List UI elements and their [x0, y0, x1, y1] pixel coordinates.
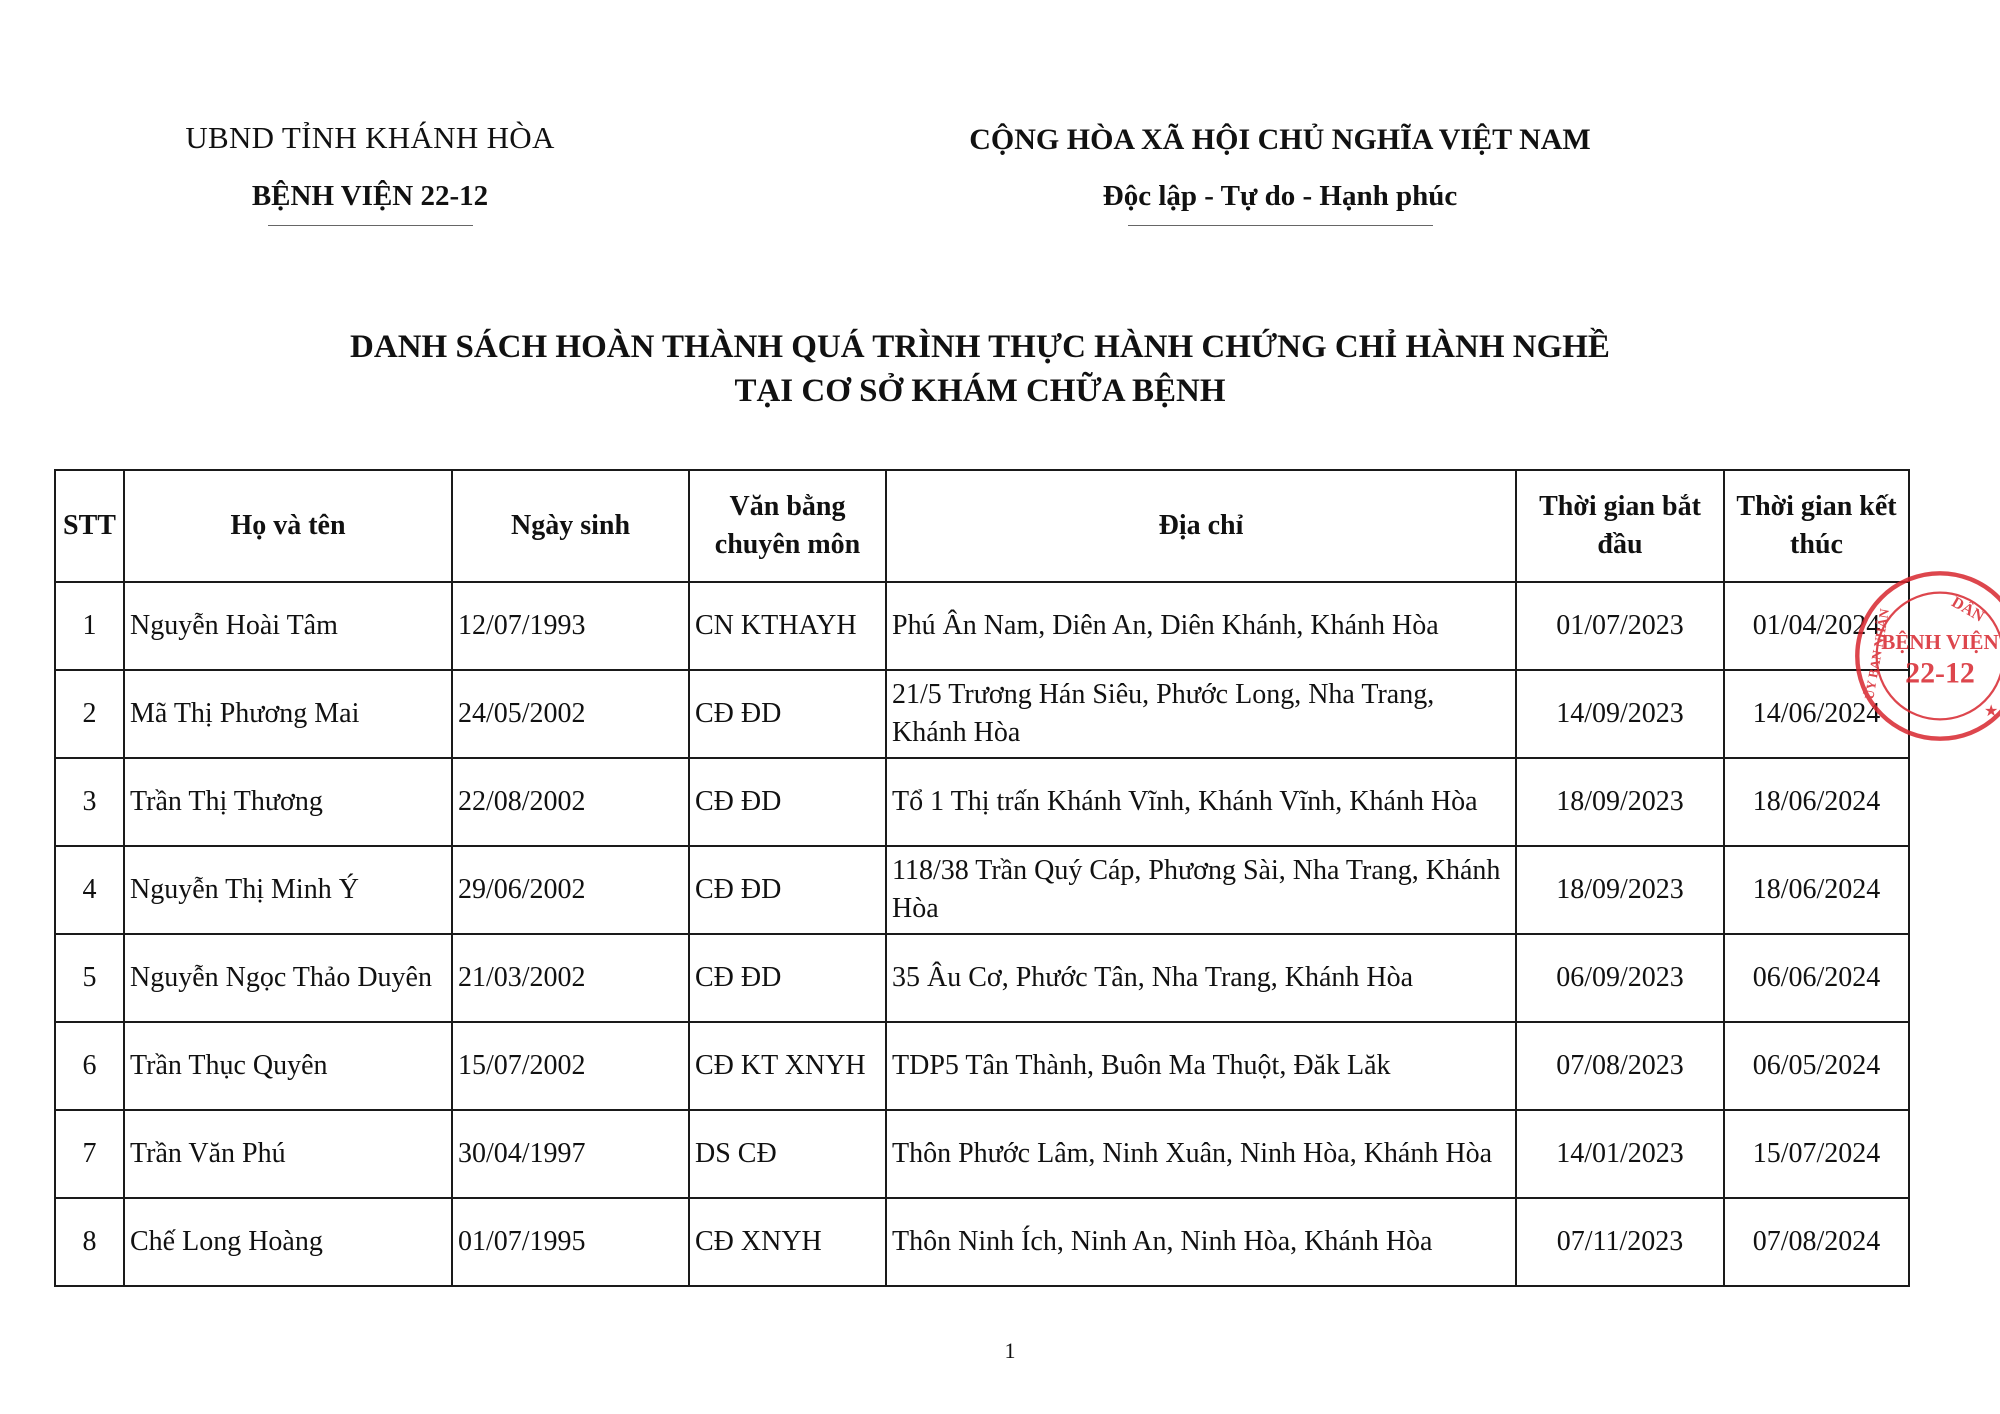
cell-name: Nguyễn Hoài Tâm — [124, 582, 452, 670]
cell-stt: 3 — [55, 758, 124, 846]
cell-name: Chế Long Hoàng — [124, 1198, 452, 1286]
cell-stt: 1 — [55, 582, 124, 670]
cell-address: Tổ 1 Thị trấn Khánh Vĩnh, Khánh Vĩnh, Khánh Hòa — [886, 758, 1516, 846]
seal-star-icon: ★ — [1984, 702, 1999, 720]
column-header-degree: Văn bằng chuyên môn — [689, 470, 886, 582]
cell-degree: CN KTHAYH — [689, 582, 886, 670]
cell-end: 06/05/2024 — [1724, 1022, 1909, 1110]
cell-stt: 2 — [55, 670, 124, 758]
cell-degree: CĐ ĐD — [689, 670, 886, 758]
seal-side-text: ỦY BAN NHÂN — [1861, 607, 1893, 701]
cell-stt: 5 — [55, 934, 124, 1022]
column-header-start: Thời gian bắt đầu — [1516, 470, 1724, 582]
cell-start: 14/01/2023 — [1516, 1110, 1724, 1198]
table-header-row — [55, 470, 1909, 582]
cell-address: Thôn Ninh Ích, Ninh An, Ninh Hòa, Khánh Hòa — [886, 1198, 1516, 1286]
table-row — [55, 1198, 1909, 1286]
agency-underline — [268, 225, 473, 226]
cell-start: 18/09/2023 — [1516, 846, 1724, 934]
cell-name: Nguyễn Ngọc Thảo Duyên — [124, 934, 452, 1022]
cell-end: 06/06/2024 — [1724, 934, 1909, 1022]
cell-start: 07/11/2023 — [1516, 1198, 1724, 1286]
cell-address: 21/5 Trương Hán Siêu, Phước Long, Nha Trang, Khánh Hòa — [886, 670, 1516, 758]
cell-name: Mã Thị Phương Mai — [124, 670, 452, 758]
motto-underline — [1128, 225, 1433, 226]
cell-dob: 21/03/2002 — [452, 934, 689, 1022]
document-title — [150, 325, 1810, 413]
column-header-address: Địa chỉ — [886, 470, 1516, 582]
cell-end: 14/06/2024 — [1724, 670, 1909, 758]
cell-dob: 24/05/2002 — [452, 670, 689, 758]
cell-dob: 29/06/2002 — [452, 846, 689, 934]
document-title-line-2: TẠI CƠ SỞ KHÁM CHỮA BỆNH — [734, 373, 1226, 409]
cell-dob: 15/07/2002 — [452, 1022, 689, 1110]
national-motto: Độc lập - Tự do - Hạnh phúc — [1102, 180, 1458, 212]
cell-dob: 22/08/2002 — [452, 758, 689, 846]
seal-center-line-2: 22-12 — [1905, 656, 1975, 690]
cell-name: Trần Thục Quyên — [124, 1022, 452, 1110]
agency-name: UBND TỈNH KHÁNH HÒA — [185, 120, 555, 155]
cell-end: 18/06/2024 — [1724, 758, 1909, 846]
table-row — [55, 670, 1909, 758]
cell-degree: DS CĐ — [689, 1110, 886, 1198]
column-header-stt: STT — [55, 470, 124, 582]
national-heading-block — [930, 120, 1630, 226]
seal-center-line-1: BỆNH VIỆN — [1881, 629, 1999, 654]
cell-degree: CĐ XNYH — [689, 1198, 886, 1286]
table-row — [55, 1022, 1909, 1110]
cell-address: 118/38 Trần Quý Cáp, Phương Sài, Nha Trang, Khánh Hòa — [886, 846, 1516, 934]
cell-stt: 6 — [55, 1022, 124, 1110]
table-row — [55, 758, 1909, 846]
column-header-end: Thời gian kết thúc — [1724, 470, 1909, 582]
cell-name: Trần Văn Phú — [124, 1110, 452, 1198]
cell-degree: CĐ ĐD — [689, 758, 886, 846]
issuing-agency-block — [150, 118, 590, 226]
cell-stt: 7 — [55, 1110, 124, 1198]
cell-end: 07/08/2024 — [1724, 1198, 1909, 1286]
cell-start: 14/09/2023 — [1516, 670, 1724, 758]
seal-top-arc-text: DÂN — [1948, 593, 1987, 626]
page-number: 1 — [1004, 1338, 1016, 1363]
column-header-name: Họ và tên — [124, 470, 452, 582]
cell-address: TDP5 Tân Thành, Buôn Ma Thuột, Đăk Lăk — [886, 1022, 1516, 1110]
document-title-line-1: DANH SÁCH HOÀN THÀNH QUÁ TRÌNH THỰC HÀNH CHỨNG CHỈ HÀNH NGHỀ — [350, 329, 1610, 365]
cell-address: Phú Ân Nam, Diên An, Diên Khánh, Khánh Hòa — [886, 582, 1516, 670]
cell-name: Trần Thị Thương — [124, 758, 452, 846]
cell-end: 01/04/2024 — [1724, 582, 1909, 670]
cell-stt: 4 — [55, 846, 124, 934]
cell-stt: 8 — [55, 1198, 124, 1286]
table-row — [55, 1110, 1909, 1198]
cell-start: 07/08/2023 — [1516, 1022, 1724, 1110]
cell-dob: 30/04/1997 — [452, 1110, 689, 1198]
cell-dob: 01/07/1995 — [452, 1198, 689, 1286]
table-row — [55, 934, 1909, 1022]
table-row — [55, 846, 1909, 934]
cell-start: 01/07/2023 — [1516, 582, 1724, 670]
hospital-name: BỆNH VIỆN 22-12 — [251, 180, 489, 212]
cell-degree: CĐ KT XNYH — [689, 1022, 886, 1110]
column-header-dob: Ngày sinh — [452, 470, 689, 582]
cell-start: 18/09/2023 — [1516, 758, 1724, 846]
cell-dob: 12/07/1993 — [452, 582, 689, 670]
cell-degree: CĐ ĐD — [689, 846, 886, 934]
national-title: CỘNG HÒA XÃ HỘI CHỦ NGHĨA VIỆT NAM — [969, 123, 1591, 156]
cell-address: 35 Âu Cơ, Phước Tân, Nha Trang, Khánh Hòa — [886, 934, 1516, 1022]
table-row — [55, 582, 1909, 670]
cell-degree: CĐ ĐD — [689, 934, 886, 1022]
cell-start: 06/09/2023 — [1516, 934, 1724, 1022]
cell-address: Thôn Phước Lâm, Ninh Xuân, Ninh Hòa, Khánh Hòa — [886, 1110, 1516, 1198]
cell-end: 15/07/2024 — [1724, 1110, 1909, 1198]
practitioner-table — [54, 469, 1910, 1287]
cell-name: Nguyễn Thị Minh Ý — [124, 846, 452, 934]
cell-end: 18/06/2024 — [1724, 846, 1909, 934]
